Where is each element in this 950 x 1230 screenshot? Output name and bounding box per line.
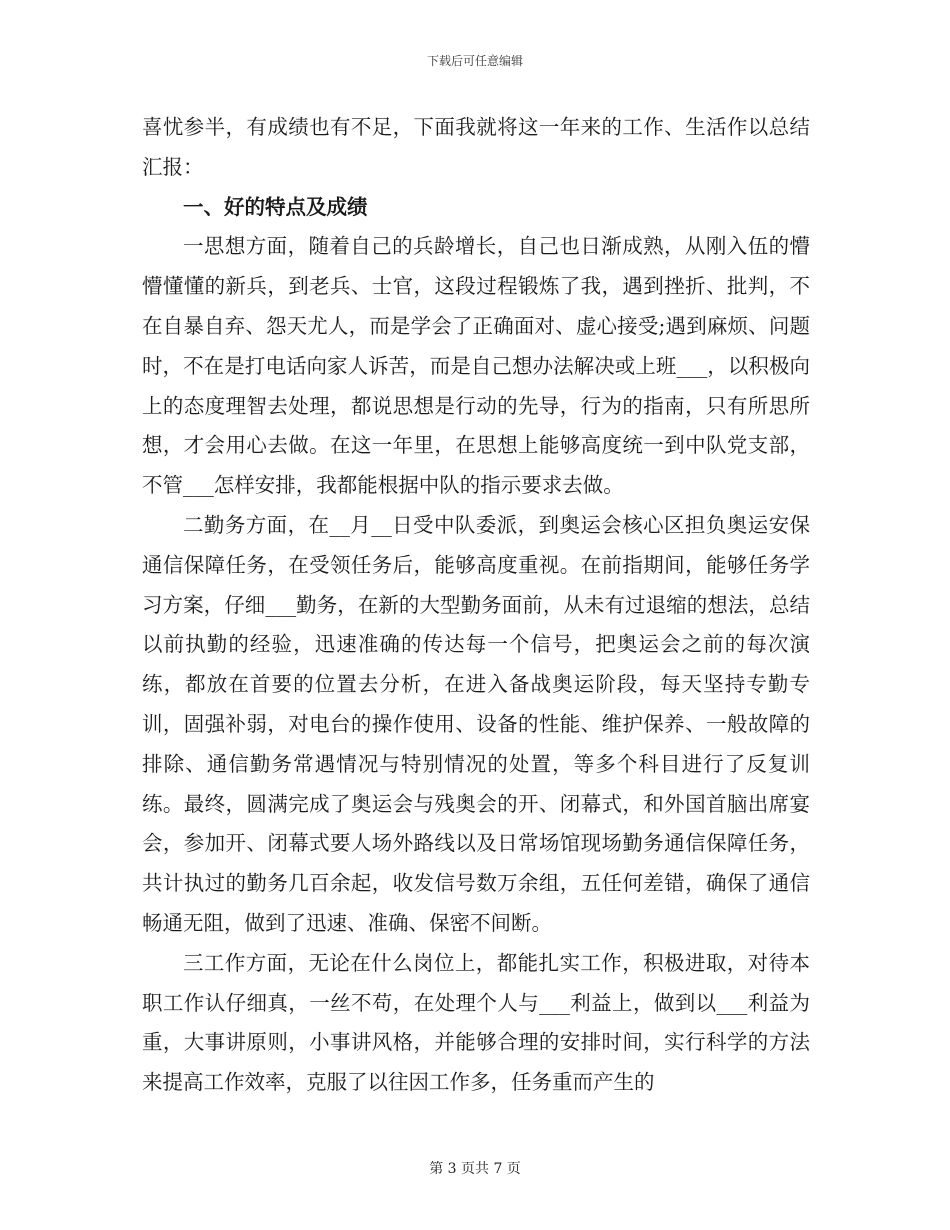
section-heading: 一、好的特点及成绩 [183,194,368,219]
document-body [142,108,810,1103]
paragraph-duty: 二勤务方面，在__月__日受中队委派，到奥运会核心区担负奥运安保通信保障任务，在受领任务后，能够高度重视。在前指期间，能够任务学习方案，仔细___勤务，在新的大型勤务面前，从未有过退缩的想法，总结以前执勤的经验，迅速准确的传达每一个信号，把奥运会之前的每次演练，都放在首要的位置去分析，在进入备战奥运阶段，每天坚持专勤专训，固强补弱，对电台的操作使用、设备的性能、维护保养、一般故障的排除、通信勤务常遇情况与特别情况的处置，等多个科目进行了反复训练。最终，圆满完成了奥运会与残奥会的开、闭幕式，和外国首脑出席宴会，参加开、闭幕式要人场外路线以及日常场馆现场勤务通信保障任务，共计执过的勤务几百余起，收发信号数万余组，五任何差错，确保了通信畅通无阻，做到了迅速、准确、保密不间断。 [142,512,810,935]
page-header: 下载后可任意编辑 [426,54,523,68]
paragraph-intro: 喜忧参半，有成绩也有不足，下面我就将这一年来的工作、生活作以总结汇报： [142,115,810,179]
paragraph-work: 三工作方面，无论在什么岗位上，都能扎实工作，积极进取，对待本职工作认仔细真，一丝不苟，在处理个人与___利益上，做到以___利益为重，大事讲原则，小事讲风格，并能够合理的安排时间，实行科学的方法来提高工作效率，克服了以往因工作多，任务重而产生的 [142,950,810,1095]
page-footer: 第 3 页共 7 页 [429,1161,521,1177]
paragraph-thought: 一思想方面，随着自己的兵龄增长，自己也日渐成熟，从刚入伍的懵懵懂懂的新兵，到老兵、士官，这段过程锻炼了我，遇到挫折、批判，不在自暴自弃、怨天尤人，而是学会了正确面对、虚心接受;遇到麻烦、问题时，不在是打电话向家人诉苦，而是自己想办法解决或上班___，以积极向上的态度理智去处理，都说思想是行动的先导，行为的指南，只有所思所想，才会用心去做。在这一年里，在思想上能够高度统一到中队党支部，不管___怎样安排，我都能根据中队的指示要求去做。 [142,234,810,498]
